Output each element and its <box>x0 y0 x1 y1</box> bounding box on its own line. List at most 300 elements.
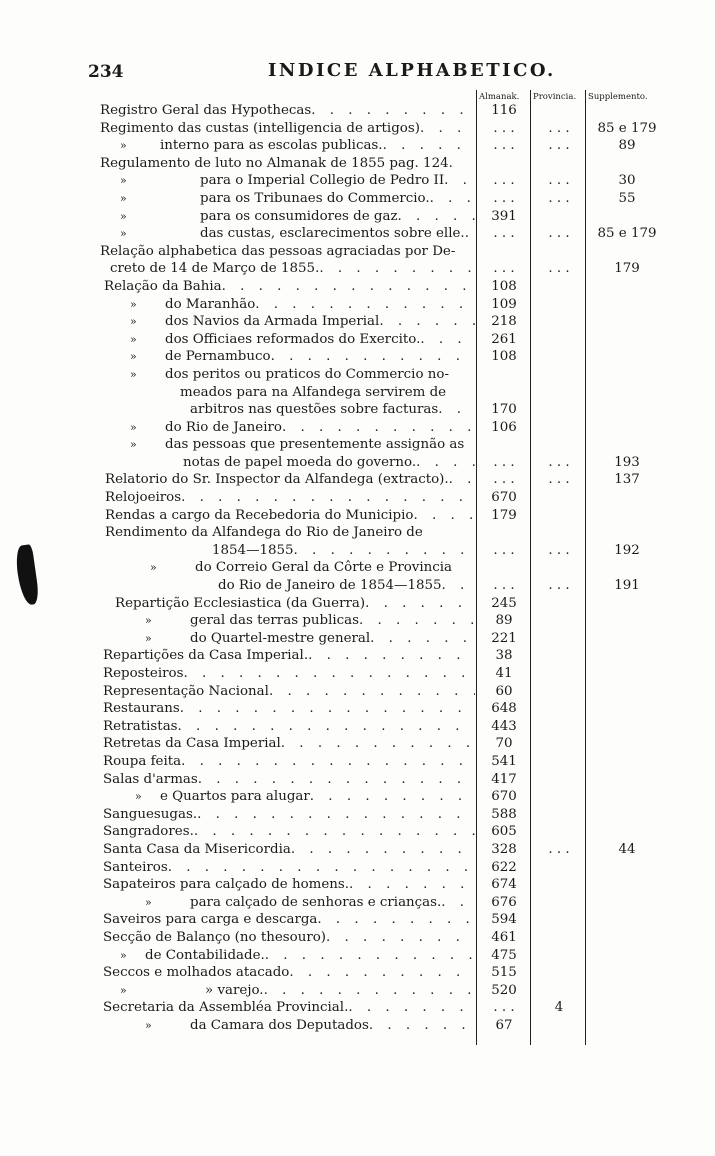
entry-text <box>103 753 475 771</box>
entry-text <box>110 260 475 278</box>
almanak-page: . . . <box>493 1000 515 1016</box>
almanak-page: 588 <box>491 806 517 822</box>
entry-text <box>212 542 475 560</box>
entry-text <box>190 630 475 648</box>
provincia-page: . . . <box>548 261 570 277</box>
entry-label: Secção de Balanço (no thesouro) <box>103 929 327 945</box>
dot-leader <box>379 313 475 331</box>
entry-text <box>103 911 475 929</box>
almanak-page: . . . <box>493 138 515 154</box>
dot-leader <box>291 841 475 859</box>
entry-label: das pessoas que presentemente assignão as <box>165 437 465 453</box>
entry-label: Regimento das custas (intelligencia de artigos) <box>100 120 420 136</box>
dot-leader <box>308 647 475 665</box>
supplemento-page: 192 <box>614 542 640 558</box>
entry-text <box>103 683 475 701</box>
table-row <box>100 911 670 929</box>
entry-label: do Rio de Janeiro <box>165 419 282 435</box>
dot-leader <box>416 454 475 472</box>
column-header-almanak: Almanak. <box>479 92 520 102</box>
entry-text <box>104 278 475 296</box>
ditto-mark: » <box>145 631 152 645</box>
table-row <box>100 120 670 138</box>
entry-text <box>190 401 475 419</box>
dot-leader <box>370 630 475 648</box>
entry-text <box>103 665 475 683</box>
entry-text <box>165 436 475 454</box>
almanak-page: 108 <box>491 278 517 294</box>
dot-leader <box>178 718 475 736</box>
dot-leader <box>181 489 475 507</box>
entry-text <box>103 735 475 753</box>
entry-text <box>103 929 475 947</box>
dot-leader <box>181 753 475 771</box>
dot-leader <box>180 700 475 718</box>
entry-text <box>105 524 475 542</box>
supplemento-page: 137 <box>614 472 640 488</box>
entry-label: 1854—1855 <box>212 542 294 558</box>
almanak-page: . . . <box>493 226 515 242</box>
provincia-page: . . . <box>548 841 570 857</box>
entry-label: dos Navios da Armada Imperial <box>165 314 380 330</box>
entry-text <box>103 806 475 824</box>
table-row <box>100 1017 670 1035</box>
entry-label: Relojoeiros <box>105 490 182 506</box>
entry-label: dos peritos ou praticos do Commercio no- <box>165 366 449 382</box>
entry-label: notas de papel moeda do governo. <box>183 454 417 470</box>
dot-leader <box>265 947 475 965</box>
dot-leader <box>444 172 475 190</box>
entry-text <box>103 999 475 1017</box>
provincia-page: . . . <box>548 173 570 189</box>
entry-label: creto de 14 de Março de 1855. <box>110 261 320 277</box>
table-row <box>100 419 670 437</box>
entry-text <box>165 331 475 349</box>
entry-text <box>103 771 475 789</box>
table-row <box>100 894 670 912</box>
entry-text <box>105 507 475 525</box>
dot-leader <box>194 823 475 841</box>
supplemento-page: 179 <box>614 261 640 277</box>
table-row <box>100 507 670 525</box>
almanak-page: 515 <box>491 965 517 981</box>
entry-text <box>200 172 475 190</box>
column-header-provincia: Provincia. <box>533 92 577 102</box>
dot-leader <box>413 507 475 525</box>
table-row <box>100 190 670 208</box>
almanak-page: 38 <box>495 648 513 664</box>
ditto-mark: » <box>120 948 127 962</box>
entry-text <box>105 471 475 489</box>
provincia-page: . . . <box>548 454 570 470</box>
almanak-page: 261 <box>491 331 517 347</box>
ditto-mark: » <box>120 227 127 241</box>
dot-leader <box>281 735 475 753</box>
table-row <box>100 999 670 1017</box>
table-row <box>100 331 670 349</box>
dot-leader <box>430 190 475 208</box>
entry-label: do Maranhão <box>165 296 256 312</box>
entry-text <box>183 454 475 472</box>
entry-text <box>103 876 475 894</box>
ditto-mark: » <box>130 367 137 381</box>
ditto-mark: » <box>145 614 152 628</box>
table-row <box>100 665 670 683</box>
almanak-page: 179 <box>491 507 517 523</box>
entry-label: para os Tribunaes do Commercio. <box>200 190 430 206</box>
dot-leader <box>441 894 475 912</box>
entry-label: do Quartel-mestre general <box>190 630 371 646</box>
entry-label: Reposteiros <box>103 666 184 681</box>
dot-leader <box>271 348 475 366</box>
entry-text <box>160 788 475 806</box>
entry-text <box>165 348 475 366</box>
almanak-page: 417 <box>491 771 517 787</box>
dot-leader <box>438 401 475 419</box>
dot-leader <box>359 612 475 630</box>
table-row <box>100 700 670 718</box>
almanak-page: . . . <box>493 120 515 136</box>
ditto-mark: » <box>130 332 137 346</box>
table-row <box>100 542 670 560</box>
entry-label: Repartições da Casa Imperial. <box>103 648 309 664</box>
entry-text <box>103 841 475 859</box>
dot-leader <box>317 911 475 929</box>
entry-label: do Correio Geral da Côrte e Provincia <box>195 560 453 576</box>
entry-label: Rendimento da Alfandega do Rio de Janeiro de <box>105 525 423 541</box>
table-row <box>100 524 670 542</box>
almanak-page: 67 <box>495 1017 513 1033</box>
almanak-page: 60 <box>495 683 513 699</box>
entry-label: interno para as escolas publicas. <box>160 138 383 154</box>
table-row <box>100 841 670 859</box>
table-row <box>100 788 670 806</box>
entry-text <box>205 982 475 1000</box>
dot-leader <box>183 665 475 683</box>
almanak-page: . . . <box>493 261 515 277</box>
entry-label: Relação da Bahia <box>104 278 222 294</box>
table-row <box>100 559 670 577</box>
table-row <box>100 260 670 278</box>
provincia-page: . . . <box>548 138 570 154</box>
supplemento-page: 44 <box>618 841 636 857</box>
entry-text <box>200 190 475 208</box>
entry-label: para calçado de senhoras e crianças. <box>190 894 442 910</box>
dot-leader <box>294 542 475 560</box>
index-table <box>100 102 670 1034</box>
entry-text <box>103 964 475 982</box>
almanak-page: 218 <box>491 314 517 330</box>
ditto-mark: » <box>130 297 137 311</box>
dot-leader <box>383 137 475 155</box>
dot-leader <box>198 771 475 789</box>
almanak-page: 520 <box>491 982 517 998</box>
table-row <box>100 313 670 331</box>
table-row <box>100 876 670 894</box>
dot-leader <box>326 929 475 947</box>
entry-label: Relação alphabetica das pessoas agraciadas por De- <box>100 243 456 259</box>
entry-label: Roupa feita <box>103 753 182 769</box>
table-row <box>100 577 670 595</box>
almanak-page: . . . <box>493 578 515 594</box>
dot-leader <box>449 471 475 489</box>
ditto-mark: » <box>130 438 137 452</box>
entry-label: Regulamento de luto no Almanak de 1855 pag. 124. <box>100 155 453 171</box>
table-row <box>100 278 670 296</box>
entry-text <box>218 577 475 595</box>
entry-text <box>105 489 475 507</box>
ditto-mark: » <box>120 191 127 205</box>
entry-text <box>103 718 475 736</box>
table-row <box>100 489 670 507</box>
almanak-page: 170 <box>491 402 517 418</box>
entry-text <box>190 1017 475 1035</box>
almanak-page: 670 <box>491 789 517 805</box>
table-row <box>100 454 670 472</box>
almanak-page: 116 <box>491 103 517 118</box>
entry-text <box>100 120 475 138</box>
entry-text <box>160 137 475 155</box>
entry-label: dos Officiaes reformados do Exercito. <box>165 331 421 347</box>
entry-label: de Contabilidade. <box>145 947 265 963</box>
entry-text <box>115 595 475 613</box>
table-row <box>100 225 670 243</box>
dot-leader <box>282 419 475 437</box>
ditto-mark: » <box>120 983 127 997</box>
entry-label: Rendas a cargo da Recebedoria do Municipio <box>105 507 414 523</box>
provincia-page: . . . <box>548 120 570 136</box>
entry-text <box>180 384 475 402</box>
entry-label: Representação Nacional <box>103 683 269 699</box>
table-row <box>100 964 670 982</box>
entry-text <box>165 313 475 331</box>
dot-leader <box>442 577 475 595</box>
almanak-page: . . . <box>493 454 515 470</box>
entry-text <box>195 559 475 577</box>
almanak-page: 89 <box>495 613 513 629</box>
entry-label: Retratistas <box>103 718 178 734</box>
table-row <box>100 137 670 155</box>
table-row <box>100 612 670 630</box>
provincia-page: . . . <box>548 578 570 594</box>
dot-leader <box>168 859 475 877</box>
entry-label: Santa Casa da Misericordia <box>103 841 291 857</box>
dot-leader <box>269 683 475 701</box>
dot-leader <box>349 876 475 894</box>
page-title: INDICE ALPHABETICO. <box>268 60 556 81</box>
entry-text <box>200 208 475 226</box>
ditto-mark: » <box>135 790 142 804</box>
dot-leader <box>369 1017 475 1035</box>
table-row <box>100 630 670 648</box>
entry-label: Salas d'armas <box>103 771 198 787</box>
supplemento-page: 30 <box>618 173 636 189</box>
almanak-page: . . . <box>493 472 515 488</box>
table-row <box>100 735 670 753</box>
entry-label: Repartição Ecclesiastica (da Guerra) <box>115 595 366 611</box>
dot-leader <box>197 806 475 824</box>
provincia-page: . . . <box>548 190 570 206</box>
entry-text <box>100 102 475 120</box>
table-row <box>100 471 670 489</box>
dot-leader <box>264 982 475 1000</box>
almanak-page: 221 <box>491 630 517 646</box>
ditto-mark: » <box>145 895 152 909</box>
supplemento-page: 55 <box>618 190 636 206</box>
entry-text <box>103 859 475 877</box>
entry-label: da Camara dos Deputados <box>190 1017 369 1033</box>
almanak-page: 594 <box>491 912 517 928</box>
entry-text <box>103 823 475 841</box>
almanak-page: . . . <box>493 190 515 206</box>
ditto-mark: » <box>145 1018 152 1032</box>
almanak-page: . . . <box>493 173 515 189</box>
supplemento-page: 193 <box>614 454 640 470</box>
entry-text <box>190 894 475 912</box>
column-header-supplemento: Supplemento. <box>588 92 648 102</box>
table-row <box>100 947 670 965</box>
almanak-page: 245 <box>491 595 517 611</box>
table-row <box>100 771 670 789</box>
dot-leader <box>420 120 475 138</box>
entry-label: Restaurans <box>103 701 180 717</box>
dot-leader <box>319 260 475 278</box>
entry-text <box>190 612 475 630</box>
table-row <box>100 348 670 366</box>
almanak-page: 541 <box>491 753 517 769</box>
ditto-mark: » <box>120 139 127 153</box>
table-row <box>100 982 670 1000</box>
dot-leader <box>398 208 476 226</box>
almanak-page: 70 <box>495 736 513 752</box>
almanak-page: 106 <box>491 419 517 435</box>
table-row <box>100 595 670 613</box>
almanak-page: 670 <box>491 490 517 506</box>
entry-text <box>165 419 475 437</box>
table-row <box>100 929 670 947</box>
almanak-page: 648 <box>491 701 517 717</box>
supplemento-page: 89 <box>618 138 636 154</box>
almanak-page: 108 <box>491 349 517 365</box>
entry-label: Registro Geral das Hypothecas <box>100 103 312 118</box>
ditto-mark: » <box>130 315 137 329</box>
margin-ink-blot <box>14 544 40 606</box>
almanak-page: . . . <box>493 542 515 558</box>
ditto-mark: » <box>120 209 127 223</box>
table-row <box>100 806 670 824</box>
entry-label: Secretaria da Assembléa Provincial. <box>103 1000 349 1016</box>
entry-label: de Pernambuco <box>165 349 271 365</box>
table-row <box>100 102 670 120</box>
ditto-mark: » <box>130 420 137 434</box>
table-row <box>100 366 670 384</box>
dot-leader <box>365 595 475 613</box>
entry-label: arbitros nas questões sobre facturas <box>190 402 439 418</box>
entry-label: Sanguesugas. <box>103 806 198 822</box>
entry-label: para o Imperial Collegio de Pedro II <box>200 173 445 189</box>
entry-text <box>100 243 475 261</box>
entry-label: geral das terras publicas <box>190 613 360 629</box>
ditto-mark: » <box>150 561 157 575</box>
entry-label: do Rio de Janeiro de 1854—1855 <box>218 578 442 594</box>
almanak-page: 605 <box>491 824 517 840</box>
table-row <box>100 384 670 402</box>
almanak-page: 391 <box>491 208 517 224</box>
almanak-page: 41 <box>495 666 513 681</box>
table-row <box>100 243 670 261</box>
almanak-page: 461 <box>491 929 517 945</box>
provincia-page: . . . <box>548 226 570 242</box>
table-row <box>100 172 670 190</box>
ditto-mark: » <box>120 174 127 188</box>
entry-text <box>165 296 475 314</box>
table-row <box>100 401 670 419</box>
dot-leader <box>311 102 475 120</box>
ditto-mark: » <box>130 350 137 364</box>
entry-text <box>165 366 475 384</box>
almanak-page: 328 <box>491 841 517 857</box>
almanak-page: 622 <box>491 859 517 875</box>
dot-leader <box>255 296 475 314</box>
entry-text <box>103 700 475 718</box>
entry-label: Sapateiros para calçado de homens. <box>103 877 350 893</box>
entry-text <box>100 155 475 173</box>
entry-label: Seccos e molhados atacado <box>103 965 290 981</box>
entry-label: Santeiros <box>103 859 168 875</box>
provincia-page: 4 <box>554 1000 564 1016</box>
supplemento-page: 85 e 179 <box>597 120 657 136</box>
table-row <box>100 683 670 701</box>
table-row <box>100 208 670 226</box>
entry-label: e Quartos para alugar <box>160 789 310 805</box>
table-row <box>100 823 670 841</box>
entry-text <box>200 225 475 243</box>
table-row <box>100 647 670 665</box>
entry-text <box>103 647 475 665</box>
dot-leader <box>222 278 475 296</box>
entry-label: para os consumidores de gaz <box>200 208 398 224</box>
entry-label: meados para na Alfandega servirem de <box>180 384 447 400</box>
dot-leader <box>465 225 475 243</box>
table-row <box>100 155 670 173</box>
table-row <box>100 436 670 454</box>
entry-label: Sangradores. <box>103 824 194 840</box>
almanak-page: 674 <box>491 877 517 893</box>
table-row <box>100 296 670 314</box>
entry-label: das custas, esclarecimentos sobre elle. <box>200 226 465 242</box>
supplemento-page: 85 e 179 <box>597 226 657 242</box>
supplemento-page: 191 <box>614 578 640 594</box>
dot-leader <box>289 964 475 982</box>
page-number: 234 <box>88 62 124 82</box>
entry-text <box>145 947 475 965</box>
dot-leader <box>310 788 475 806</box>
almanak-page: 475 <box>491 947 517 963</box>
entry-label: Saveiros para carga e descarga <box>103 912 318 928</box>
almanak-page: 443 <box>491 718 517 734</box>
provincia-page: . . . <box>548 542 570 558</box>
entry-label: Relatorio do Sr. Inspector da Alfandega (extracto). <box>105 472 449 488</box>
dot-leader <box>348 999 475 1017</box>
table-row <box>100 859 670 877</box>
entry-label: Retretas da Casa Imperial <box>103 736 281 752</box>
table-row <box>100 718 670 736</box>
dot-leader <box>420 331 475 349</box>
provincia-page: . . . <box>548 472 570 488</box>
almanak-page: 676 <box>491 894 517 910</box>
table-row <box>100 753 670 771</box>
entry-label: » varejo. <box>205 982 264 998</box>
